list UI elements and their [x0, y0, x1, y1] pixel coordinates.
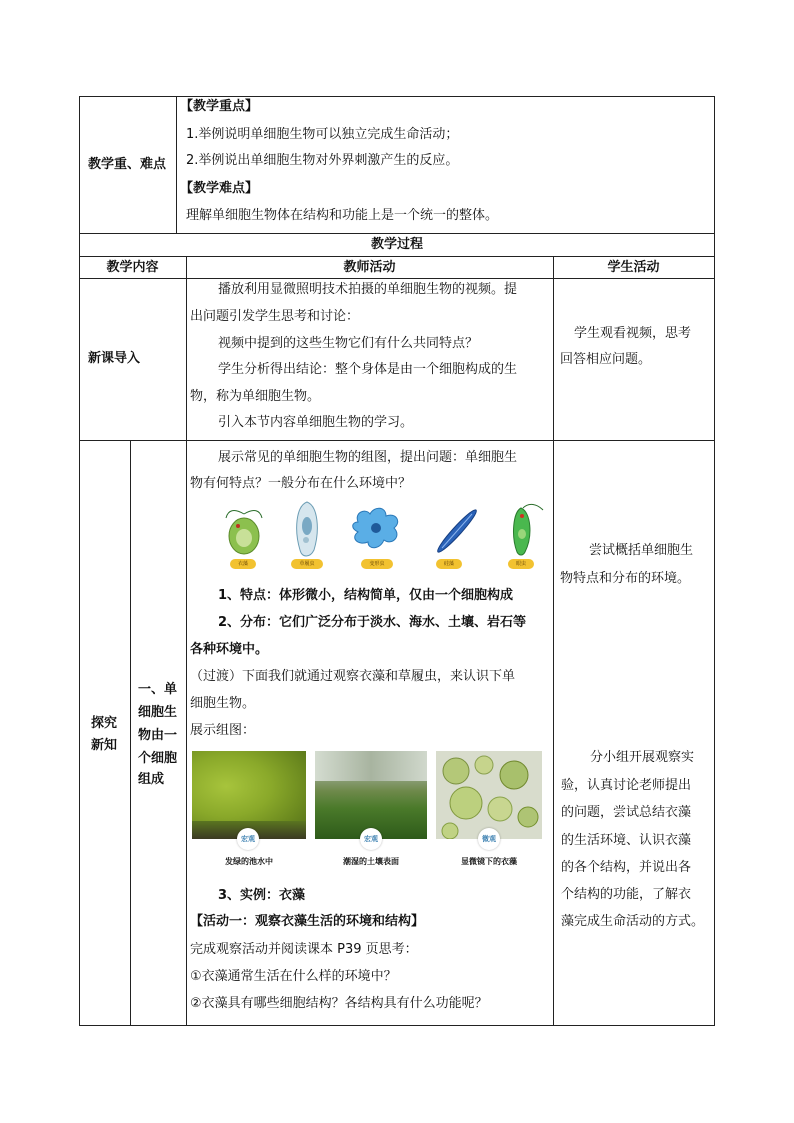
explore-p1-line-2: 物有何特点？一般分布在什么环境中？	[190, 476, 412, 491]
distribution-line-1: 2、分布：它们广泛分布于淡水、海水、土壤、岩石等	[218, 615, 527, 630]
sublabel-line-4: 个细胞	[138, 751, 178, 766]
process-title: 教学过程	[370, 237, 423, 252]
intro-teacher-line-2: 出问题引发学生思考和讨论：	[190, 309, 360, 324]
feature-text: 1、特点：体形微小，结构简单，仅由一个细胞构成	[218, 588, 514, 603]
paramecium-illustration	[292, 500, 322, 558]
transition-line-1: （过渡）下面我们就通过观察衣藻和草履虫，来认识下单	[190, 669, 516, 684]
sublabel-line-2: 细胞生	[138, 705, 178, 720]
organism-label-4: 硅藻	[436, 559, 462, 569]
photo-tag-1: 宏观	[237, 828, 259, 850]
distribution-line-2: 各种环境中。	[190, 642, 269, 657]
question-2: ②衣藻具有哪些细胞结构？各结构具有什么功能呢？	[190, 996, 488, 1011]
activity-heading: 【活动一：观察衣藻生活的环境和结构】	[190, 914, 425, 929]
student2-line-3: 的问题，尝试总结衣藻	[561, 805, 692, 820]
header-teacher: 教师活动	[343, 260, 396, 275]
intro-teacher-line-3: 视频中提到的这些生物它们有什么共同特点？	[218, 336, 479, 351]
header-student: 学生活动	[607, 260, 660, 275]
key-difficult-label: 教学重、难点	[88, 157, 167, 172]
explore-p1-line-1: 展示常见的单细胞生物的组图，提出问题：单细胞生	[218, 450, 518, 465]
organism-label-2: 草履虫	[291, 559, 323, 569]
difficult-point: 理解单细胞生物体在结构和功能上是一个统一的整体。	[186, 208, 499, 223]
algae-cells-illustration	[436, 751, 542, 839]
student2-line-1: 分小组开展观察实	[590, 750, 695, 765]
explore-label-2: 新知	[91, 738, 118, 753]
student2-line-7: 藻完成生命活动的方式。	[561, 914, 705, 929]
euglena-illustration	[505, 502, 545, 558]
organism-label-1: 衣藻	[230, 559, 256, 569]
transition-line-2: 细胞生物。	[190, 696, 256, 711]
sublabel-line-3: 物由一	[138, 728, 178, 743]
key-points-heading: 【教学重点】	[180, 99, 259, 114]
diatom-illustration	[432, 506, 480, 556]
question-1: ①衣藻通常生活在什么样的环境中？	[190, 969, 397, 984]
organism-label-5: 眼虫	[508, 559, 534, 569]
intro-student-line-2: 回答相应问题。	[560, 352, 652, 367]
intro-teacher-line-6: 引入本节内容单细胞生物的学习。	[218, 415, 414, 430]
intro-student-line-1: 学生观看视频，思考	[574, 326, 692, 341]
student2-line-6: 个结构的功能，了解衣	[561, 887, 692, 902]
intro-teacher-line-5: 物，称为单细胞生物。	[190, 389, 321, 404]
photo-caption-2: 潮湿的土壤表面	[343, 857, 399, 866]
student1-line-2: 物特点和分布的环境。	[560, 571, 691, 586]
explore-label-1: 探究	[91, 716, 118, 731]
organism-label-3: 变形虫	[361, 559, 393, 569]
moist-soil-photo	[315, 751, 427, 839]
student2-line-4: 的生活环境、认识衣藻	[561, 833, 692, 848]
intro-label: 新课导入	[88, 351, 141, 366]
student2-line-2: 验，认真讨论老师提出	[561, 778, 692, 793]
key-point-1: 1.举例说明单细胞生物可以独立完成生命活动；	[186, 127, 459, 142]
intro-teacher-line-1: 播放利用显微照明技术拍摄的单细胞生物的视频。提	[218, 282, 518, 297]
photo-tag-3: 微观	[478, 828, 500, 850]
student2-line-5: 的各个结构，并说出各	[561, 860, 692, 875]
microscope-photo	[436, 751, 542, 839]
show-text: 展示组图：	[190, 723, 256, 738]
example-text: 3、实例：衣藻	[218, 888, 306, 903]
sublabel-line-1: 一、单	[138, 682, 178, 697]
task-text: 完成观察活动并阅读课本 P39 页思考：	[190, 942, 418, 957]
amoeba-illustration	[348, 504, 404, 554]
difficult-heading: 【教学难点】	[180, 181, 259, 196]
key-point-2: 2.举例说出单细胞生物对外界刺激产生的反应。	[186, 153, 459, 168]
photo-caption-1: 发绿的池水中	[225, 857, 273, 866]
pond-water-photo	[192, 751, 306, 839]
intro-teacher-line-4: 学生分析得出结论：整个身体是由一个细胞构成的生	[218, 362, 518, 377]
student1-line-1: 尝试概括单细胞生	[589, 543, 694, 558]
photo-tag-2: 宏观	[360, 828, 382, 850]
chlamydomonas-illustration	[224, 506, 264, 558]
sublabel-line-5: 组成	[138, 772, 165, 787]
photo-caption-3: 显微镜下的衣藻	[461, 857, 517, 866]
header-content: 教学内容	[106, 260, 159, 275]
